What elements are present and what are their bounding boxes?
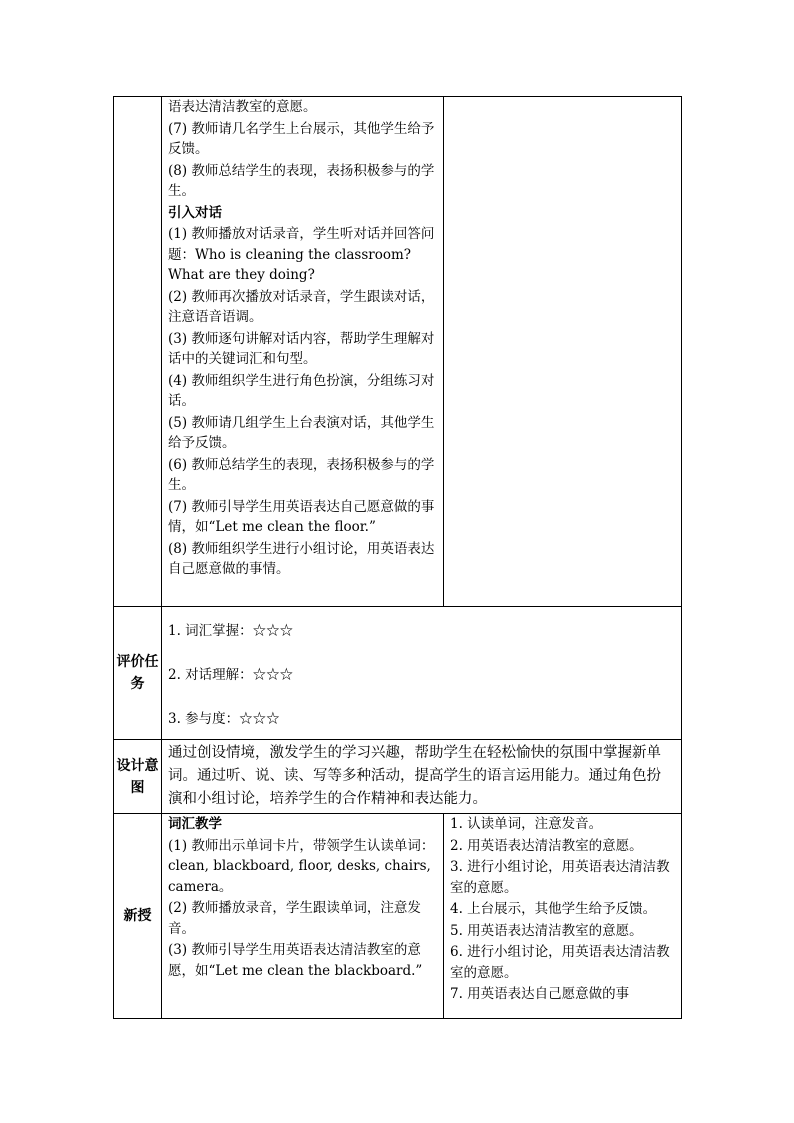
evaluation-label-text: 评价任务 [116,654,159,692]
evaluation-list [168,607,675,729]
student-task-item: 5. 用英语表达清洁教室的意愿。 [450,922,643,939]
lesson-plan-table [113,96,682,1019]
activity-step: (6) 教师总结学生的表现，表扬积极参与的学生。 [168,456,435,493]
activity-step: (1) 教师出示单词卡片，带领学生认读单词：clean, blackboard, floor, desks, chairs, camera。 [168,837,435,895]
activity-step: (3) 教师逐句讲解对话内容，帮助学生理解对话中的关键词汇和句型。 [168,330,435,367]
activity-step: (2) 教师再次播放对话录音，学生跟读对话，注意语音语调。 [168,288,435,325]
new-lesson-label [114,814,162,1019]
design-intent-row [114,740,682,814]
section-heading: 词汇教学 [168,816,222,832]
activity-step: (4) 教师组织学生进行角色扮演，分组练习对话。 [168,372,435,409]
student-task-item: 3. 进行小组讨论，用英语表达清洁教室的意愿。 [450,859,670,896]
student-task-item: 6. 进行小组讨论，用英语表达清洁教室的意愿。 [450,944,670,981]
new-lesson-label-text: 新授 [123,908,152,924]
design-intent-label-text: 设计意图 [116,757,159,796]
evaluation-item: 3. 参与度：☆☆☆ [168,711,280,727]
design-intent-text: 通过创设情境，激发学生的学习兴趣，帮助学生在轻松愉快的氛围中掌握新单词。通过听、说、读、写等多种活动，提高学生的语言运用能力。通过角色扮演和小组讨论，培养学生的合作精神和表达能力。 [162,740,682,814]
evaluation-row [114,607,682,740]
teacher-activities-list [168,97,437,580]
student-task-item: 1. 认读单词，注意发音。 [450,816,603,832]
vocab-teaching-cell [162,814,444,1019]
teaching-process-row [114,97,682,607]
evaluation-cell [162,607,682,740]
activity-step: (1) 教师播放对话录音，学生听对话并回答问题：Who is cleaning the classroom? What are they doing? [168,226,435,283]
evaluation-label [114,607,162,740]
activity-step: (7) 教师引导学生用英语表达自己愿意做的事情，如“Let me clean the floor.” [168,498,435,535]
activity-step: (7) 教师请几名学生上台展示，其他学生给予反馈。 [168,120,435,157]
activity-step: (5) 教师请几组学生上台表演对话，其他学生给予反馈。 [168,414,435,451]
student-task-item: 7. 用英语表达自己愿意做的事 [450,986,630,1002]
section-heading: 引入对话 [168,204,222,221]
student-tasks-cell [444,814,682,1019]
student-activities-cell [444,97,682,607]
activity-step: 语表达清洁教室的意愿。 [168,99,317,115]
vocab-teaching-list [168,814,437,981]
student-tasks-list [450,814,675,1005]
new-lesson-row [114,814,682,1019]
activity-step: (2) 教师播放录音，学生跟读单词，注意发音。 [168,900,421,937]
activity-step: (3) 教师引导学生用英语表达清洁教室的意愿，如“Let me clean the blackboard.” [168,942,423,979]
row-label-empty [114,97,162,607]
student-task-item: 4. 上台展示，其他学生给予反馈。 [450,901,657,917]
activity-step: (8) 教师组织学生进行小组讨论，用英语表达自己愿意做的事情。 [168,540,435,577]
student-task-item: 2. 用英语表达清洁教室的意愿。 [450,837,643,854]
activity-step: (8) 教师总结学生的表现，表扬积极参与的学生。 [168,162,435,199]
evaluation-item: 2. 对话理解：☆☆☆ [168,667,294,683]
evaluation-item: 1. 词汇掌握：☆☆☆ [168,623,294,639]
design-intent-label [114,740,162,814]
teacher-activities-cell [162,97,444,607]
